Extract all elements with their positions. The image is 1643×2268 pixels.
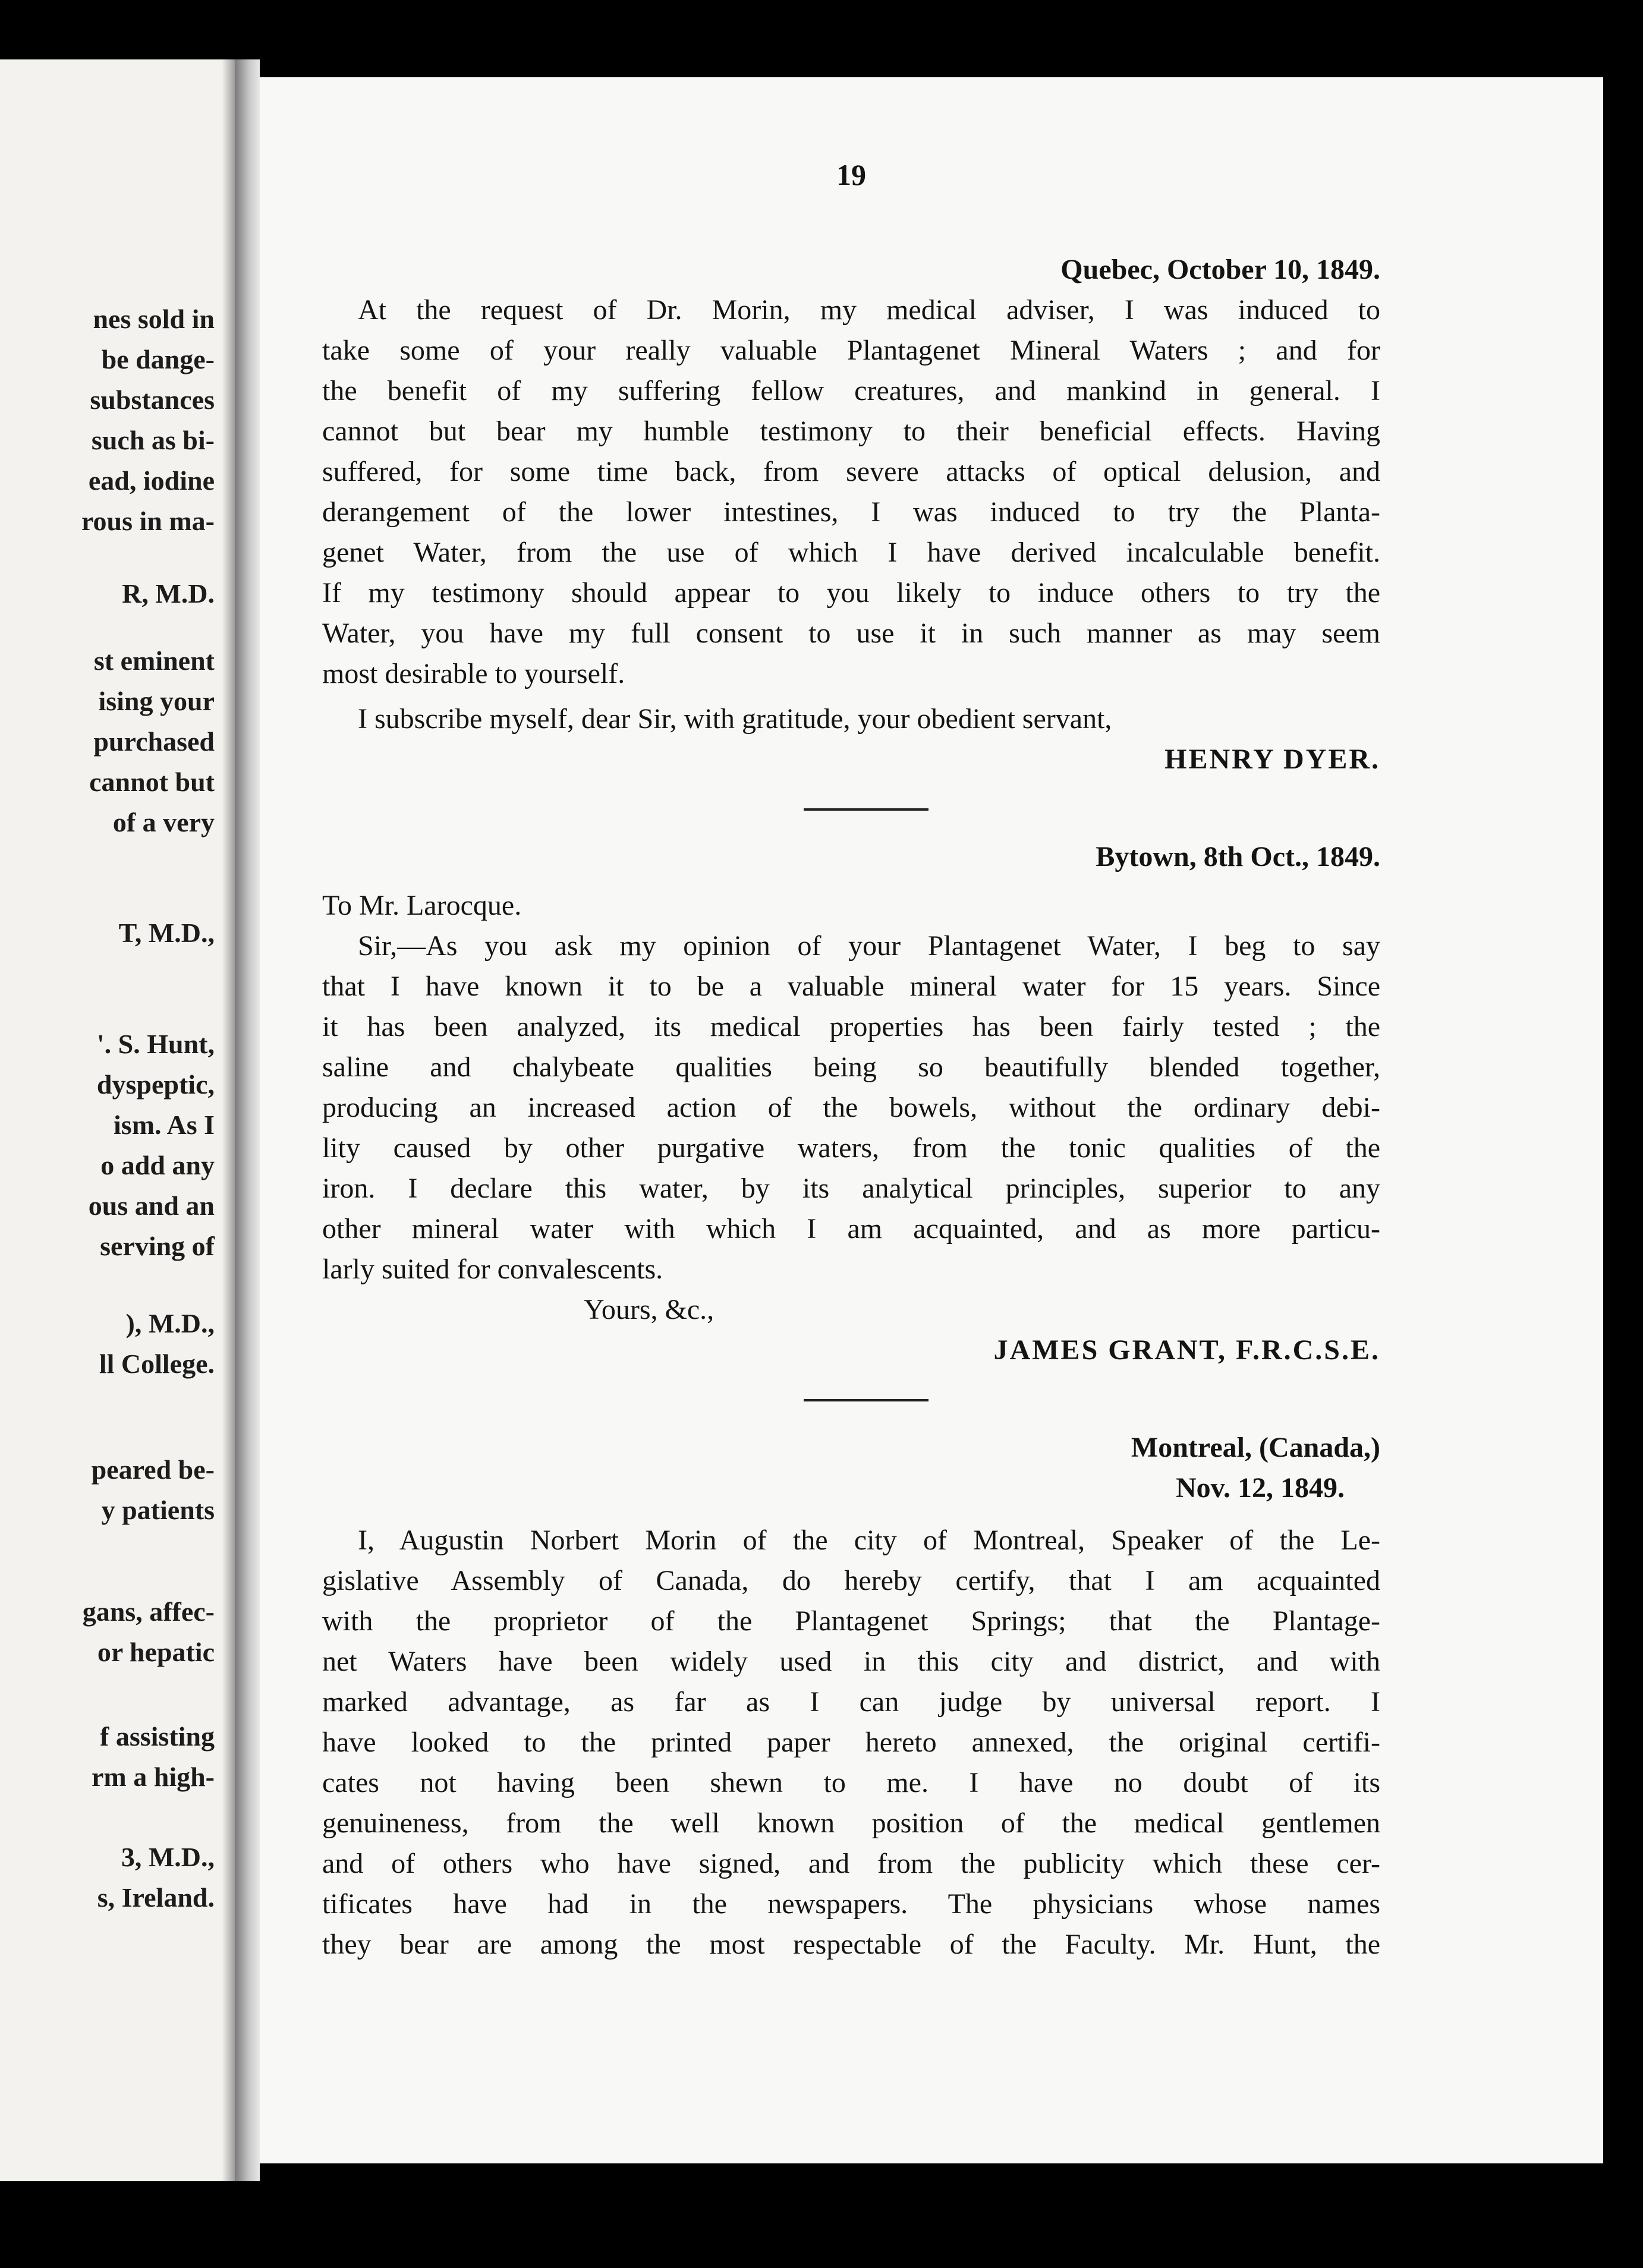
facing-line: R, M.D. — [122, 578, 215, 609]
facing-line: f assisting — [100, 1721, 215, 1752]
section-divider — [804, 1399, 928, 1401]
letter-line: have looked to the printed paper hereto annexed, the original certifi- — [322, 1727, 1380, 1758]
facing-line: T, M.D., — [118, 918, 215, 948]
facing-line: dyspeptic, — [96, 1069, 215, 1100]
facing-line: such as bi- — [91, 425, 215, 455]
facing-page — [0, 59, 235, 2181]
facing-line: nes sold in — [93, 304, 215, 334]
letter-closing: Yours, &c., — [584, 1294, 715, 1325]
letter-date: Nov. 12, 1849. — [1175, 1472, 1345, 1504]
letter-james-grant — [322, 837, 1380, 1371]
letter-line: suffered, for some time back, from severe attacks of optical delusion, and — [322, 456, 1380, 487]
facing-line: y patients — [101, 1495, 215, 1525]
letter-line: Sir,—As you ask my opinion of your Plantagenet Water, I beg to say — [358, 930, 1380, 962]
scan-right-border — [1603, 71, 1643, 2187]
letter-line: iron. I declare this water, by its analytical principles, superior to any — [322, 1173, 1380, 1204]
letter-line: genuineness, from the well known position of the medical gentlemen — [322, 1807, 1380, 1839]
facing-line: gans, affec- — [82, 1596, 215, 1627]
letter-line: producing an increased action of the bowels, without the ordinary debi- — [322, 1092, 1380, 1123]
letter-line: lity caused by other purgative waters, from the tonic qualities of the — [322, 1132, 1380, 1164]
letter-line: and of others who have signed, and from the publicity which these cer- — [322, 1848, 1380, 1879]
facing-line: be dange- — [101, 344, 215, 374]
facing-line: or hepatic — [97, 1637, 215, 1667]
facing-line: ous and an — [88, 1190, 215, 1221]
letter-line: If my testimony should appear to you likely to induce others to try the — [322, 577, 1380, 609]
letter-line: marked advantage, as far as I can judge by universal report. I — [322, 1686, 1380, 1718]
facing-line: s, Ireland. — [97, 1882, 215, 1913]
facing-line: peared be- — [91, 1454, 215, 1485]
facing-line: purchased — [93, 726, 215, 757]
facing-line: st eminent — [93, 645, 215, 676]
letter-line: net Waters have been widely used in this city and district, and with — [322, 1646, 1380, 1677]
letter-place-date: Bytown, 8th Oct., 1849. — [1096, 841, 1380, 872]
letter-line: saline and chalybeate qualities being so beautifully blended together, — [322, 1051, 1380, 1083]
facing-line: ead, iodine — [88, 465, 215, 496]
letter-line: tificates have had in the newspapers. The physicians whose names — [322, 1888, 1380, 1920]
letter-closing: I subscribe myself, dear Sir, with gratitude, your obedient servant, — [358, 703, 1112, 735]
letter-signature: JAMES GRANT, F.R.C.S.E. — [993, 1334, 1380, 1366]
facing-line: rm a high- — [92, 1762, 215, 1792]
letter-signature: HENRY DYER. — [1164, 744, 1380, 775]
facing-page-shadow — [222, 59, 235, 2181]
main-page — [260, 77, 1603, 2163]
facing-line: 3, M.D., — [121, 1842, 215, 1872]
book-gutter — [235, 59, 260, 2181]
letter-line: most desirable to yourself. — [322, 658, 625, 689]
facing-line: ll College. — [99, 1349, 215, 1379]
letter-line: the benefit of my suffering fellow creatures, and mankind in general. I — [322, 375, 1380, 407]
letter-line: larly suited for convalescents. — [322, 1253, 663, 1285]
letter-line: that I have known it to be a valuable mineral water for 15 years. Since — [322, 971, 1380, 1002]
facing-line: ), M.D., — [125, 1308, 215, 1338]
page-number: 19 — [836, 158, 866, 191]
letter-line: other mineral water with which I am acquainted, and as more particu- — [322, 1213, 1380, 1245]
facing-line: cannot but — [89, 767, 215, 797]
facing-line: rous in ma- — [81, 506, 215, 536]
letter-line: cates not having been shewn to me. I have no doubt of its — [322, 1767, 1380, 1798]
letter-line: derangement of the lower intestines, I was induced to try the Planta- — [322, 496, 1380, 528]
letter-line: At the request of Dr. Morin, my medical adviser, I was induced to — [358, 294, 1380, 326]
facing-line: ism. As I — [114, 1110, 215, 1140]
letter-henry-dyer — [322, 250, 1380, 780]
letter-line: take some of your really valuable Plantagenet Mineral Waters ; and for — [322, 335, 1380, 366]
letter-line: with the proprietor of the Plantagenet Springs; that the Plantage- — [322, 1605, 1380, 1637]
facing-page-text — [0, 59, 235, 2181]
letter-line: cannot but bear my humble testimony to their beneficial effects. Having — [322, 415, 1380, 447]
letter-place: Montreal, (Canada,) — [1131, 1432, 1380, 1463]
facing-line: o add any — [100, 1150, 215, 1180]
letter-salutation: To Mr. Larocque. — [322, 890, 522, 921]
letter-line: I, Augustin Norbert Morin of the city of Montreal, Speaker of the Le- — [358, 1524, 1380, 1556]
letter-place-date: Quebec, October 10, 1849. — [1060, 254, 1380, 285]
page-content — [322, 158, 1380, 1965]
facing-line: '. S. Hunt, — [96, 1029, 215, 1059]
letter-augustin-morin — [322, 1428, 1380, 1965]
letter-line: Water, you have my full consent to use it in such manner as may seem — [322, 618, 1380, 649]
section-divider — [804, 808, 928, 811]
letter-line: they bear are among the most respectable of the Faculty. Mr. Hunt, the — [322, 1929, 1380, 1960]
facing-line: substances — [90, 385, 215, 415]
letter-line: it has been analyzed, its medical properties has been fairly tested ; the — [322, 1011, 1380, 1042]
facing-line: serving of — [100, 1231, 215, 1261]
facing-line: of a very — [112, 807, 215, 837]
facing-line: ising your — [98, 686, 215, 716]
letter-line: gislative Assembly of Canada, do hereby certify, that I am acquainted — [322, 1565, 1380, 1596]
letter-line: genet Water, from the use of which I have derived incalculable benefit. — [322, 537, 1380, 568]
